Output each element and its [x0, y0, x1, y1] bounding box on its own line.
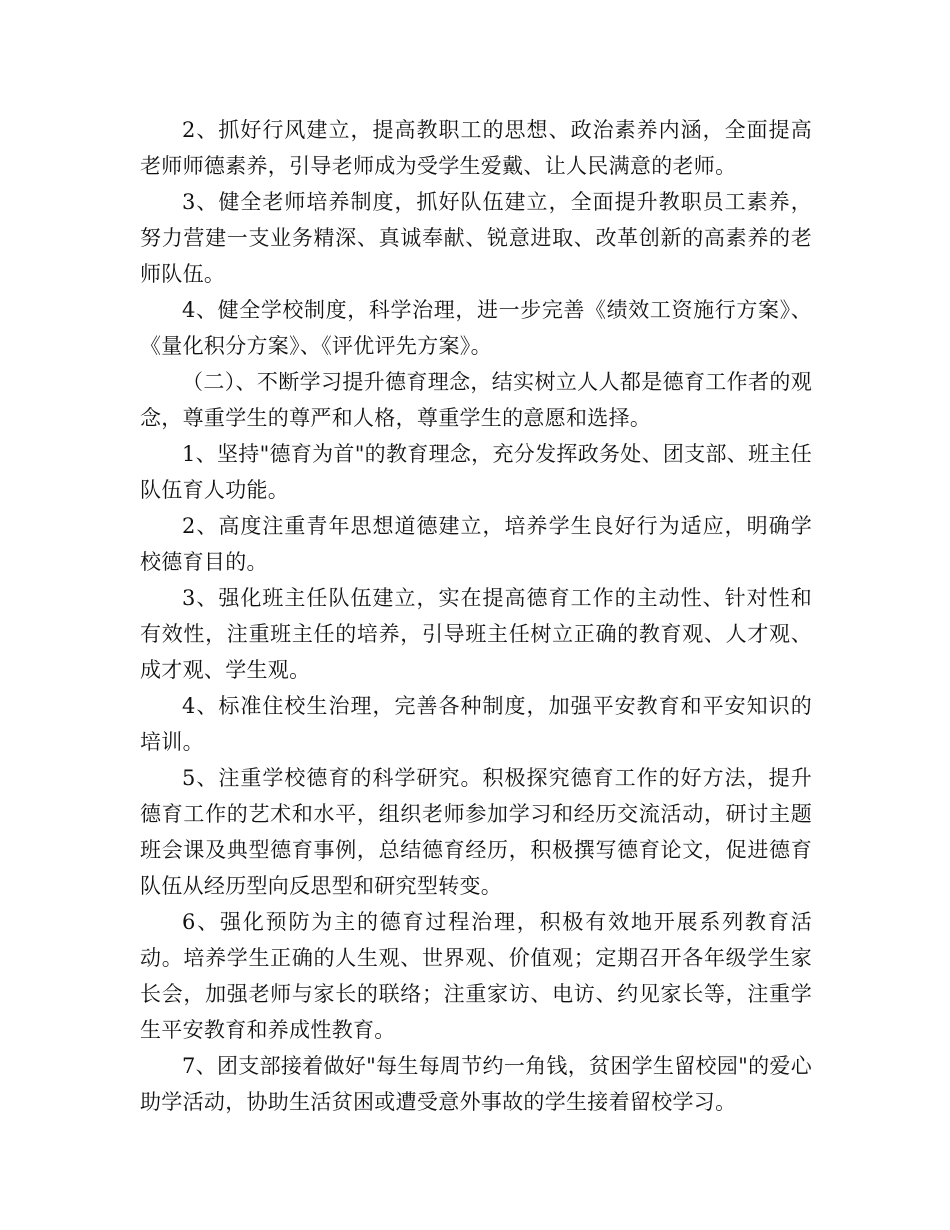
paragraph-item-6-prevention: 6、强化预防为主的德育过程治理，积极有效地开展系列教育活动。培养学生正确的人生观、世界观、价值观；定期召开各年级学生家长会，加强老师与家长的联络；注重家访、电访、约见家长等，注重学生平安教育和养成性教育。 — [140, 910, 812, 1042]
paragraph-item-4-school-system: 4、健全学校制度，科学治理，进一步完善《绩效工资施行方案》、《量化积分方案》、《评优评先方案》。 — [140, 298, 812, 358]
paragraph-item-3-teacher-training: 3、健全老师培养制度，抓好队伍建立，全面提升教职员工素养，努力营建一支业务精深、真诚奉献、锐意进取、改革创新的高素养的老师队伍。 — [140, 190, 812, 286]
paragraph-item-4-boarding-students: 4、标准住校生治理，完善各种制度，加强平安教育和平安知识的培训。 — [140, 694, 812, 754]
paragraph-item-2-youth-morality: 2、高度注重青年思想道德建立，培养学生良好行为适应，明确学校德育目的。 — [140, 514, 812, 574]
document-body — [140, 112, 812, 1120]
paragraph-item-1-moral-first: 1、坚持"德育为首"的教育理念，充分发挥政务处、团支部、班主任队伍育人功能。 — [140, 442, 812, 502]
section-heading-2-moral-education: （二）、不断学习提升德育理念，结实树立人人都是德育工作者的观念，尊重学生的尊严和人格，尊重学生的意愿和选择。 — [140, 370, 812, 430]
paragraph-item-3-head-teachers: 3、强化班主任队伍建立，实在提高德育工作的主动性、针对性和有效性，注重班主任的培养，引导班主任树立正确的教育观、人才观、成才观、学生观。 — [140, 586, 812, 682]
paragraph-item-2-conduct: 2、抓好行风建立，提高教职工的思想、政治素养内涵，全面提高老师师德素养，引导老师成为受学生爱戴、让人民满意的老师。 — [140, 118, 812, 178]
paragraph-item-5-research: 5、注重学校德育的科学研究。积极探究德育工作的好方法，提升德育工作的艺术和水平，组织老师参加学习和经历交流活动，研讨主题班会课及典型德育事例，总结德育经历，积极撰写德育论文，促进德育队伍从经历型向反思型和研究型转变。 — [140, 766, 812, 898]
paragraph-item-7-league-branch: 7、团支部接着做好"每生每周节约一角钱，贫困学生留校园"的爱心助学活动，协助生活贫困或遭受意外事故的学生接着留校学习。 — [140, 1054, 812, 1114]
